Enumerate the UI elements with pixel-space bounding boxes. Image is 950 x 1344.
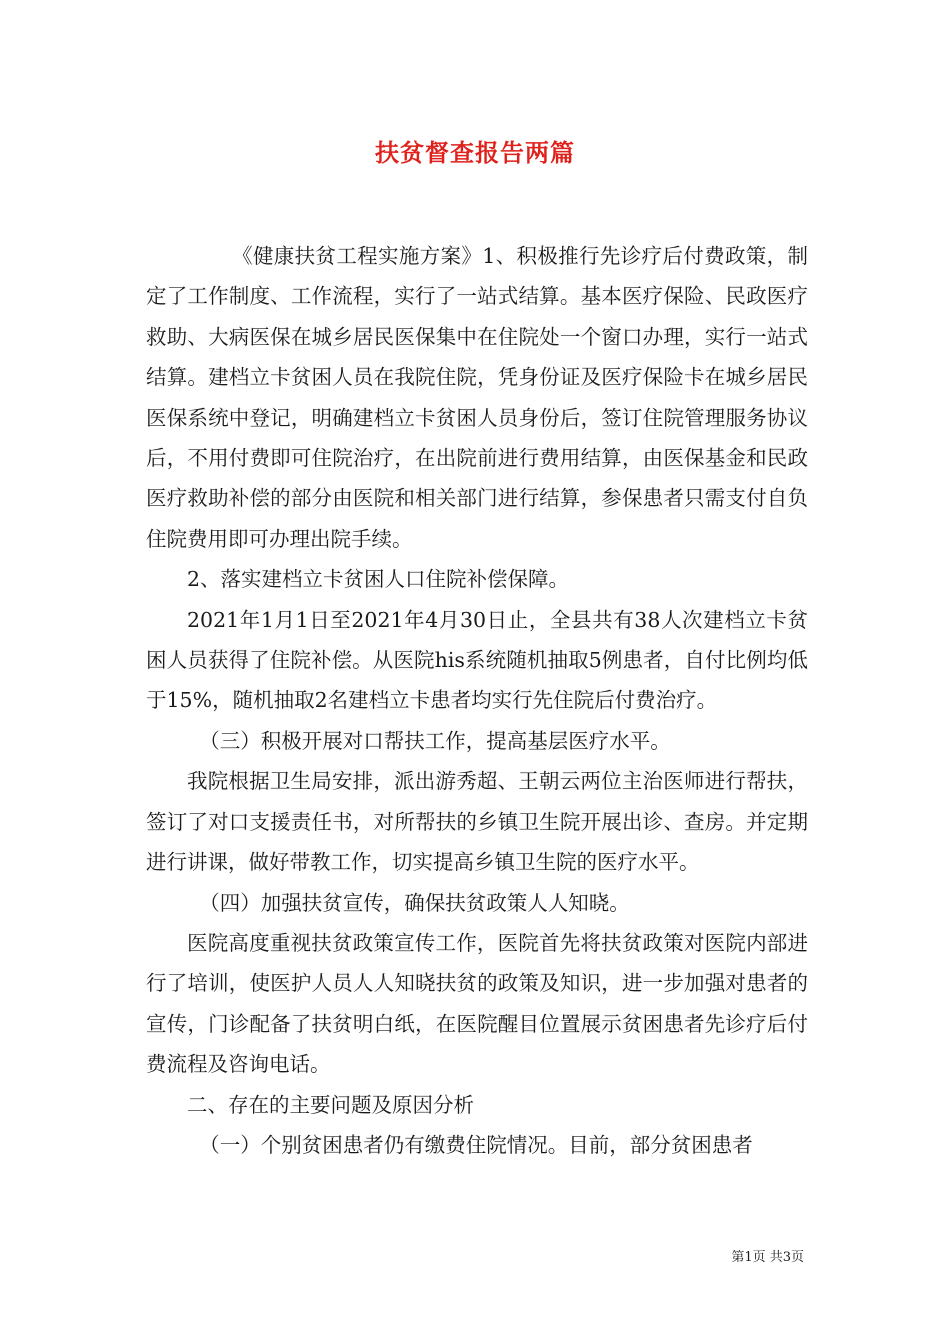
- page-number: 第1页 共3页: [731, 1250, 804, 1265]
- paragraph-9: （一）个别贫困患者仍有缴费住院情况。目前，部分贫困患者: [199, 1132, 753, 1157]
- paragraph-2: 2、落实建档立卡贫困人口住院补偿保障。: [187, 567, 570, 592]
- paragraph-5: 我院根据卫生局安排，派出游秀超、王朝云两位主治医师进行帮扶，签订了对口支援责任书，对所帮扶的乡镇卫生院开展出诊、查房。并定期进行讲课，做好带教工作，切实提高乡镇卫生院的医疗水平。: [146, 769, 808, 875]
- document-title: 扶贫督查报告两篇: [375, 138, 575, 167]
- paragraph-4: （三）积极开展对口帮扶工作，提高基层医疗水平。: [199, 728, 671, 753]
- paragraph-1: 《健康扶贫工程实施方案》1、积极推行先诊疗后付费政策，制定了工作制度、工作流程，实行了一站式结算。基本医疗保险、民政医疗救助、大病医保在城乡居民医保集中在住院处一个窗口办理，实行一站式结算。建档立卡贫困人员在我院住院，凭身份证及医疗保险卡在城乡居民医保系统中登记，明确建档立卡贫困人员身份后，签订住院管理服务协议后，不用付费即可住院治疗，在出院前进行费用结算，由医保基金和民政医疗救助补偿的部分由医院和相关部门进行结算，参保患者只需支付自负住院费用即可办理出院手续。: [146, 244, 808, 551]
- document-body: [146, 236, 808, 1165]
- paragraph-6: （四）加强扶贫宣传，确保扶贫政策人人知晓。: [199, 890, 630, 915]
- paragraph-8: 二、存在的主要问题及原因分析: [187, 1092, 474, 1117]
- paragraph-3: 2021年1月1日至2021年4月30日止，全县共有38人次建档立卡贫困人员获得了住院补偿。从医院his系统随机抽取5例患者，自付比例均低于15%，随机抽取2名建档立卡患者均实行先住院后付费治疗。: [146, 607, 808, 713]
- paragraph-7: 医院高度重视扶贫政策宣传工作，医院首先将扶贫政策对医院内部进行了培训，使医护人员人人知晓扶贫的政策及知识，进一步加强对患者的宣传，门诊配备了扶贫明白纸，在医院醒目位置展示贫困患者先诊疗后付费流程及咨询电话。: [146, 930, 808, 1077]
